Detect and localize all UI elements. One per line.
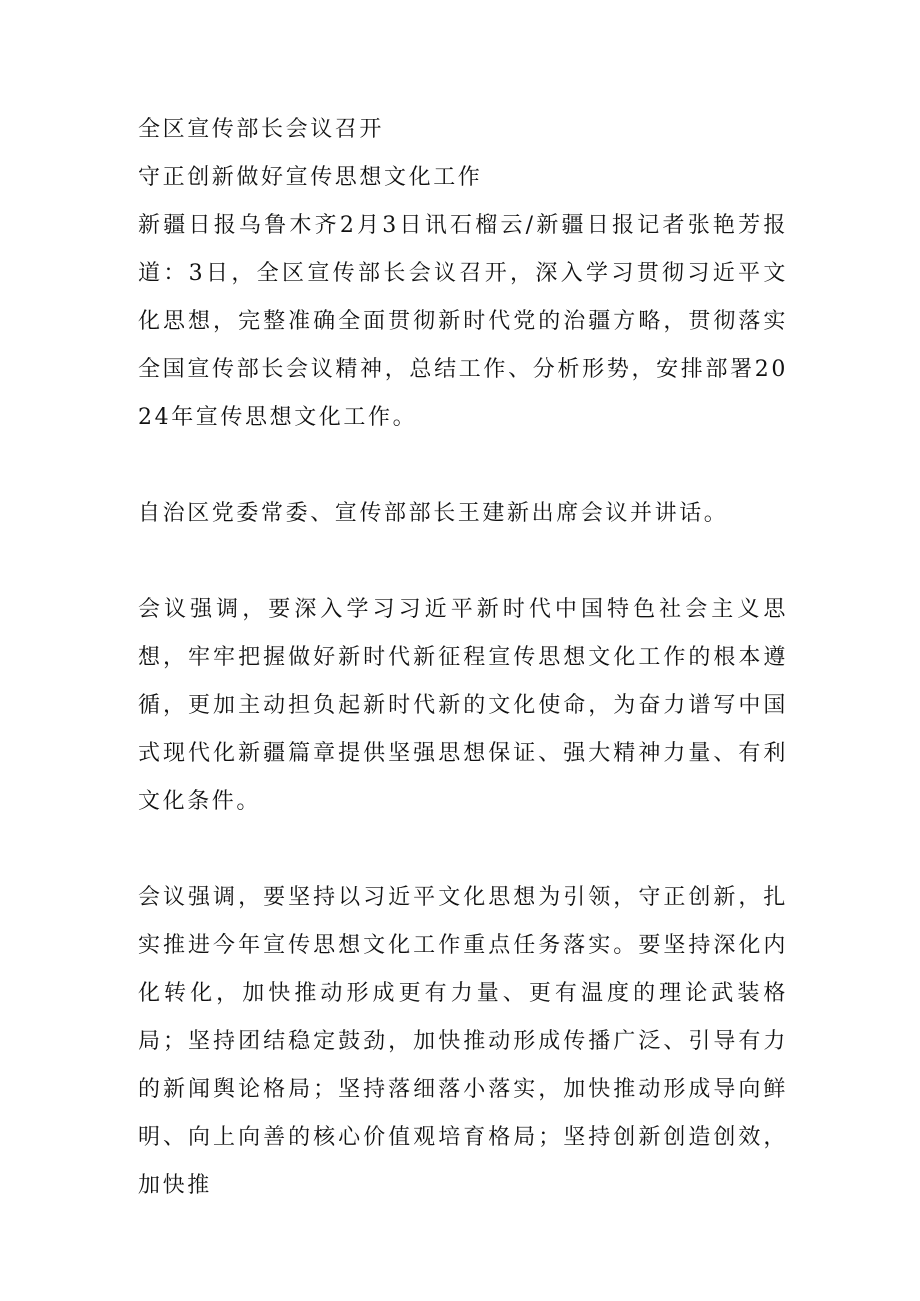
article-subtitle: 守正创新做好宣传思想文化工作: [138, 165, 483, 190]
meeting-emphasis-paragraph-2: 会议强调，要坚持以习近平文化思想为引领，守正创新，扎实推进今年宣传思想文化工作重点任务落实。要坚持深化内化转化，加快推动形成更有力量、更有温度的理论武装格局；坚持团结稳定鼓劲，加快推动形成传播广泛、引导有力的新闻舆论格局；坚持落细落小落实，加快推动形成导向鲜明、向上向善的核心价值观培育格局；坚持创新创造创效，加快推: [138, 885, 788, 1198]
meeting-emphasis-paragraph-1: 会议强调，要深入学习习近平新时代中国特色社会主义思想，牢牢把握做好新时代新征程宣传思想文化工作的根本遵循，更加主动担负起新时代新的文化使命，为奋力谱写中国式现代化新疆篇章提供坚强思想保证、强大精神力量、有利文化条件。: [138, 597, 788, 814]
lead-paragraph: 新疆日报乌鲁木齐2月3日讯石榴云/新疆日报记者张艳芳报道：3日，全区宣传部长会议召开，深入学习贯彻习近平文化思想，完整准确全面贯彻新时代党的治疆方略，贯彻落实全国宣传部长会议精神，总结工作、分析形势，安排部署2024年宣传思想文化工作。: [138, 213, 788, 430]
attendance-paragraph: 自治区党委常委、宣传部部长王建新出席会议并讲话。: [138, 501, 729, 526]
article-title: 全区宣传部长会议召开: [138, 117, 385, 142]
article-body: [138, 106, 788, 1210]
